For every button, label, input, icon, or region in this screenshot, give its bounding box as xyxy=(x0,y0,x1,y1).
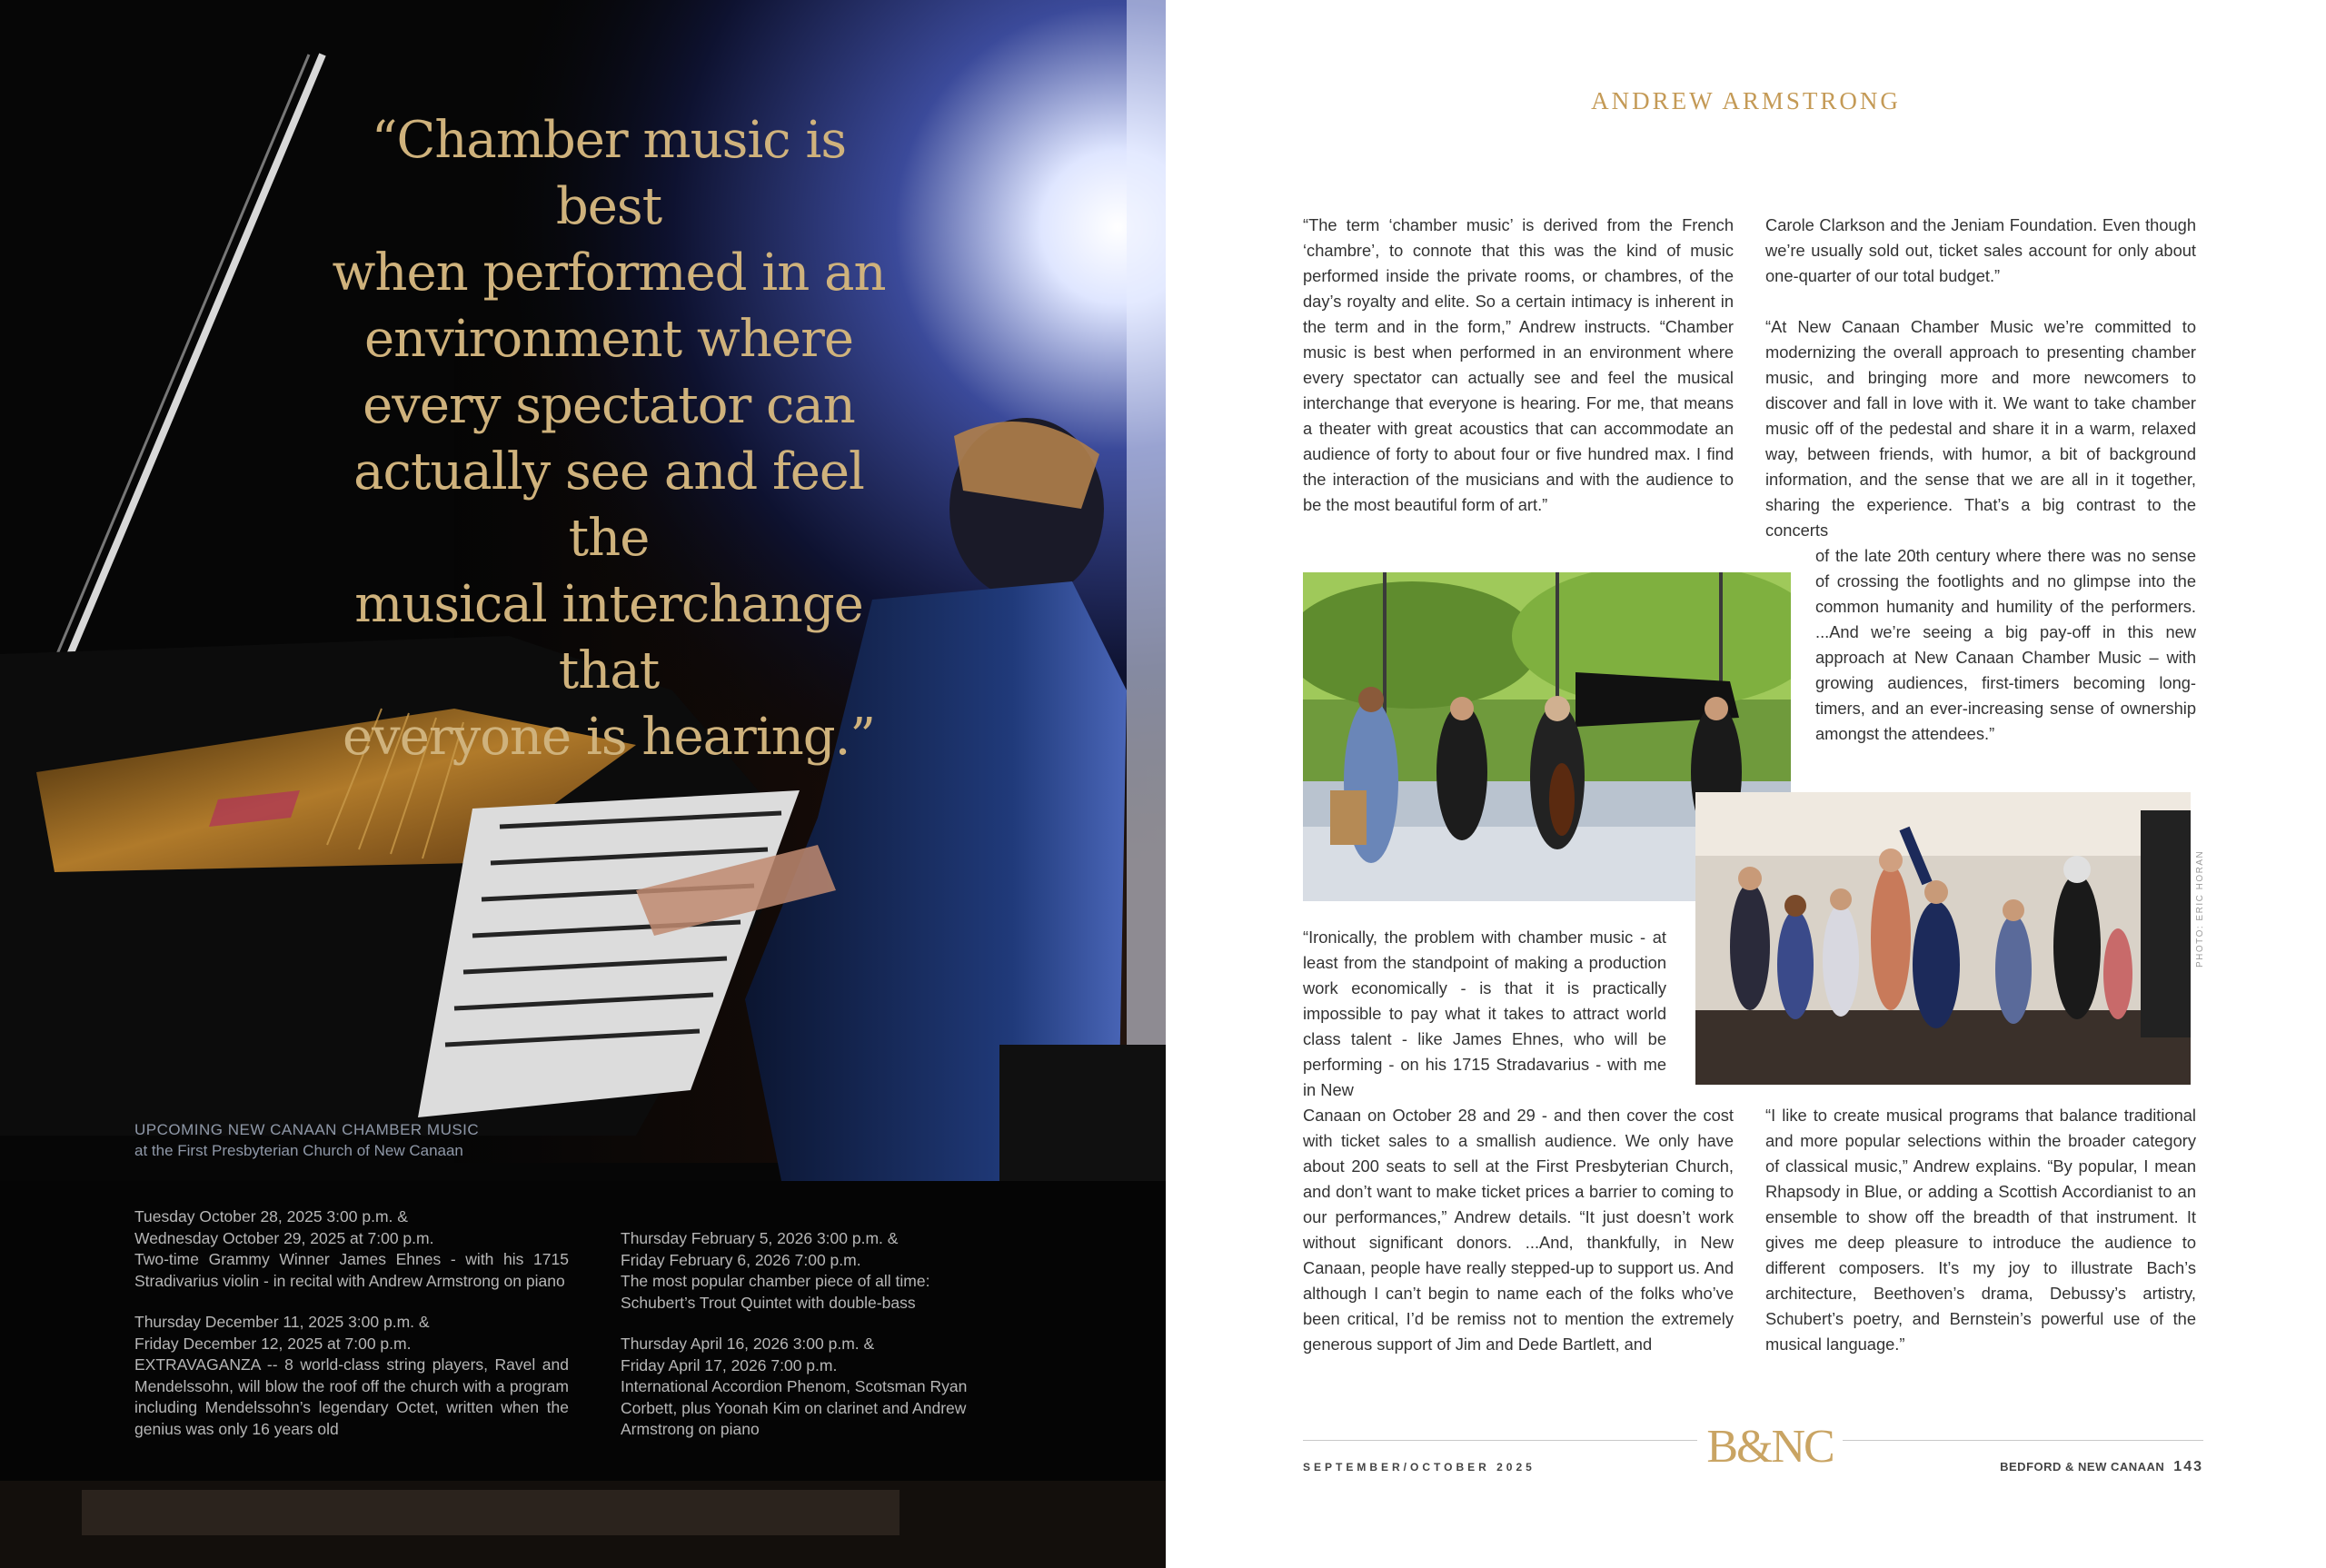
pull-quote-line: environment where xyxy=(364,310,853,369)
column-2-top xyxy=(1765,213,2196,543)
event-item xyxy=(621,1228,984,1314)
event-line: Thursday April 16, 2026 3:00 p.m. & xyxy=(621,1335,875,1353)
magazine-logo: B&NC xyxy=(1706,1421,1834,1473)
pull-quote-line: musical interchange that xyxy=(354,575,863,700)
magazine-name: BEDFORD & NEW CANAAN xyxy=(2000,1460,2165,1474)
photo-credit: PHOTO: ERIC HORAN xyxy=(2195,849,2205,968)
event-line: Two-time Grammy Winner James Ehnes - with his 1715 Stradivarius violin - in recital with Andrew Armstrong on piano xyxy=(134,1250,569,1290)
paragraph-part: “At New Canaan Chamber Music we’re committed to modernizing the overall approach to presenting chamber music, and bringing more and more newcomers to discover and fall in love with it. We want to take chamber music off of the pedestal and share it in a warm, relaxed way, between friends, with humor, a bit of background information, and the sense that we are all in it together, sharing the experience. That’s a big contrast to the concerts xyxy=(1765,317,2196,540)
pull-quote-line: when performed in an xyxy=(332,243,886,303)
paragraph: Carole Clarkson and the Jeniam Foundation. Even though we’re usually sold out, ticket sales account for only about one-quarter of our total budget.” xyxy=(1765,215,2196,285)
event-line: International Accordion Phenom, Scotsman Ryan Corbett, plus Yoonah Kim on clarinet and Andrew Armstrong on piano xyxy=(621,1377,968,1438)
folio xyxy=(2000,1459,2203,1475)
paragraph-part: Canaan on October 28 and 29 - and then cover the cost with ticket sales to a smallish audience. We only have about 200 seats to sell at the First Presbyterian Church, and don’t want to make ticket prices a barrier to coming to our performances,” Andrew details. “It just doesn’t work without significant donors. ...And, thankfully, in New Canaan, people have really stepped-up to support us. And although I can’t begin to name each of the folks who’ve been critical, I’d be remiss not to mention the extremely generous support of Jim and Dede Bartlett, and xyxy=(1303,1106,1734,1354)
dancing-children-image xyxy=(1695,792,2191,1085)
event-line: Schubert’s Trout Quintet with double-bass xyxy=(621,1293,916,1312)
event-line: Tuesday October 28, 2025 3:00 p.m. & xyxy=(134,1207,408,1226)
article-title: ANDREW ARMSTRONG xyxy=(1591,87,1901,114)
paragraph: “The term ‘chamber music’ is derived from the French ‘chambre’, to connote that this was the kind of music performed inside the private rooms, or chambres, of the day’s royalty and elite. So a certain intimacy is inherent in the term and in the form,” Andrew instructs. “Chamber music is best when performed in an environment where every spectator can actually see and feel the musical interchange that everyone is hearing. For me, that means a theater with great acoustics that can accommodate an audience of forty to about four or five hundred max. I find the interaction of the musicians and with the audience to be the most beautiful form of art.” xyxy=(1303,215,1734,514)
event-line: EXTRAVAGANZA -- 8 world-class string players, Ravel and Mendelssohn, will blow the roof off the church with a program including Mendelssohn’s legendary Octet, written when the genius was only 16 years old xyxy=(134,1355,569,1438)
event-line: The most popular chamber piece of all time: xyxy=(621,1272,930,1290)
event-item xyxy=(134,1312,569,1440)
event-line: Friday December 12, 2025 at 7:00 p.m. xyxy=(134,1334,412,1353)
issue-date: SEPTEMBER/OCTOBER 2025 xyxy=(1303,1461,1536,1474)
event-item xyxy=(621,1334,984,1441)
events-column-1 xyxy=(134,1206,569,1460)
footer-rule-left xyxy=(1303,1440,1697,1441)
events-column-2 xyxy=(621,1228,984,1461)
event-line: Wednesday October 29, 2025 at 7:00 p.m. xyxy=(134,1228,434,1247)
column-2-bottom xyxy=(1765,1103,2196,1383)
pull-quote xyxy=(318,107,900,770)
upcoming-heading: UPCOMING NEW CANAAN CHAMBER MUSIC xyxy=(134,1121,480,1138)
column-1-top xyxy=(1303,213,1734,543)
event-line: Friday February 6, 2026 7:00 p.m. xyxy=(621,1250,861,1269)
column-1-bottom xyxy=(1303,1103,1734,1383)
pull-quote-line: actually see and feel the xyxy=(353,442,864,568)
pull-quote-line: everyone is hearing.” xyxy=(342,708,876,767)
dancing-children-photo xyxy=(1695,792,2191,1085)
column-1-narrow xyxy=(1303,925,1666,1128)
paragraph-part: of the late 20th century where there was no sense of crossing the footlights and no glimpse into the common humanity and humility of the performers. ...And we’re seeing a big pay-off in this new approach at New Canaan Chamber Music – with growing audiences, first-timers becoming long-timers, and an ever-increasing sense of ownership amongst the attendees.” xyxy=(1815,546,2196,743)
event-line: Friday April 17, 2026 7:00 p.m. xyxy=(621,1355,838,1374)
upcoming-caption xyxy=(134,1119,716,1161)
right-page xyxy=(1166,0,2326,1568)
pull-quote-line: “Chamber music is best xyxy=(371,111,847,236)
event-line: Thursday December 11, 2025 3:00 p.m. & xyxy=(134,1313,430,1331)
paragraph-part: “Ironically, the problem with chamber music - at least from the standpoint of making a production work economically - is that it is practically impossible to pay what it takes to attract world class talent - like James Ehnes, who will be performing - on his 1715 Stradavarius - with me in New xyxy=(1303,928,1666,1099)
page-number: 143 xyxy=(2173,1459,2203,1474)
pull-quote-line: every spectator can xyxy=(363,376,855,435)
event-line: Thursday February 5, 2026 3:00 p.m. & xyxy=(621,1229,899,1247)
column-2-narrow xyxy=(1815,543,2196,772)
paragraph: “I like to create musical programs that balance traditional and more popular selections within the broader category of classical music,” Andrew explains. “By popular, I mean Rhapsody in Blue, or adding a Scottish Accordianist to an ensemble to show off the breadth of that instrument. It gives me deep pleasure to introduce the audience to different composers. It’s my joy to illustrate Bach’s architecture, Beethoven’s drama, Debussy’s artistry, Schubert’s poetry, and Bernstein’s powerful use of the musical language.” xyxy=(1765,1106,2196,1354)
upcoming-subheading: at the First Presbyterian Church of New Canaan xyxy=(134,1142,463,1159)
event-item xyxy=(134,1206,569,1292)
footer-rule-right xyxy=(1843,1440,2203,1441)
